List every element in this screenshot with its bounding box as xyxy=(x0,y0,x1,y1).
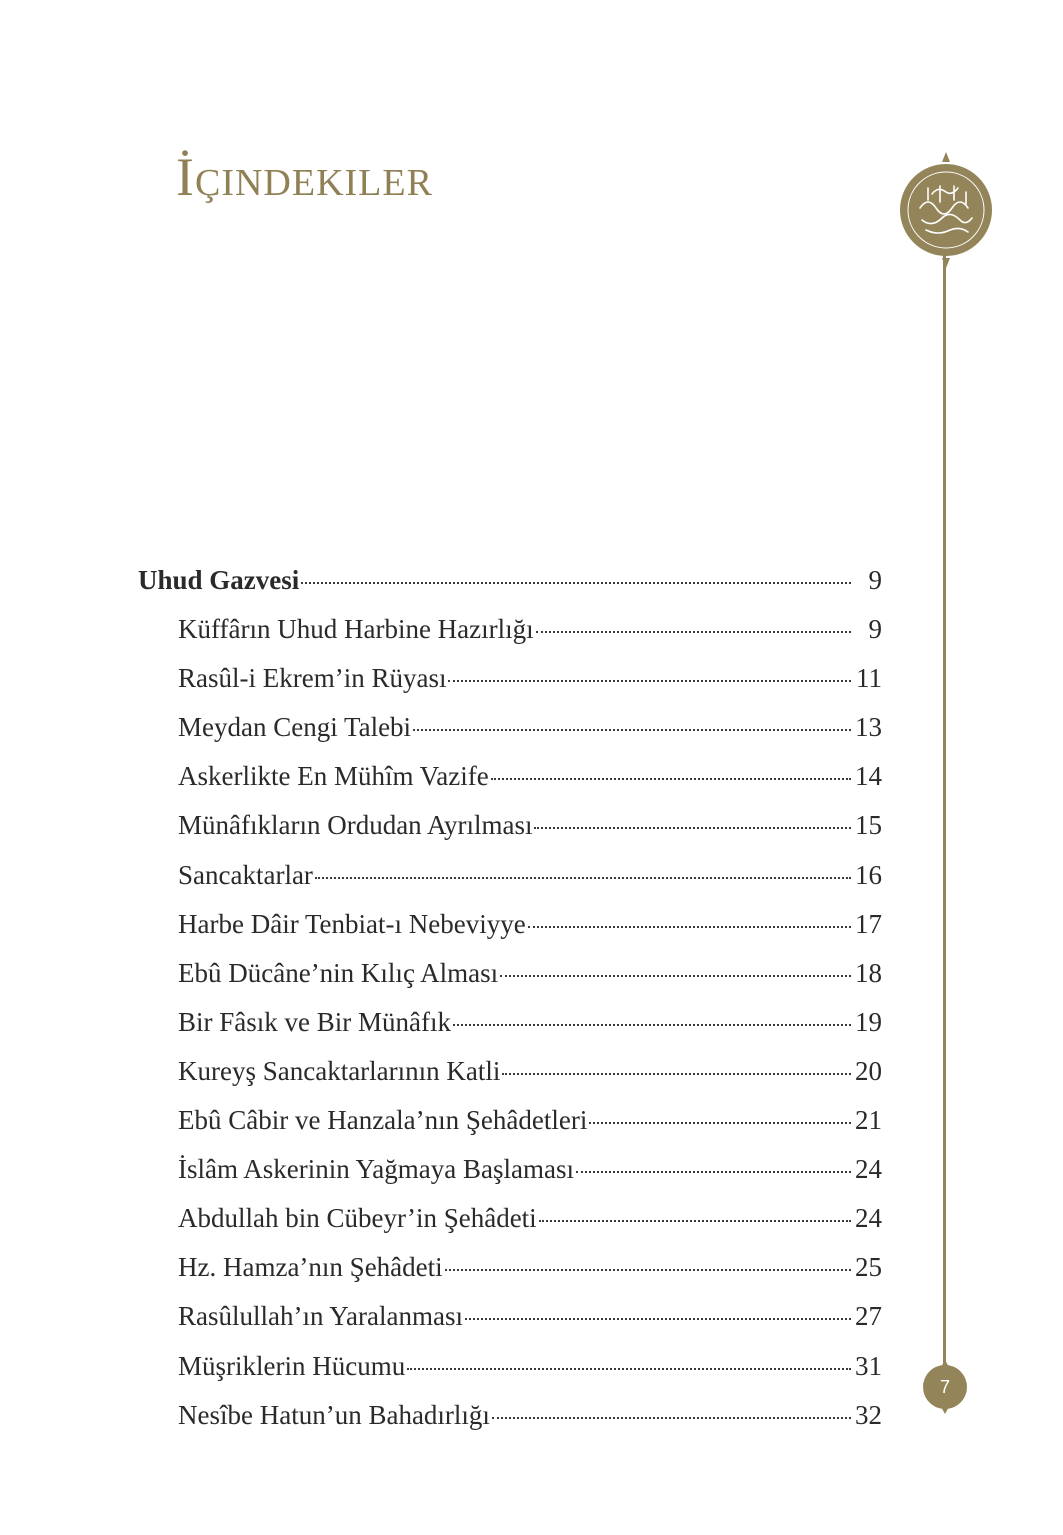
toc-entry-page: 19 xyxy=(855,1006,882,1037)
dot-leader xyxy=(536,631,851,633)
toc-entry-label: Ebû Câbir ve Hanzala’nın Şehâdetleri xyxy=(178,1105,588,1136)
toc-entry-page: 15 xyxy=(855,810,882,841)
toc-entry-label: Müşriklerin Hücumu xyxy=(178,1350,406,1381)
toc-entry-page: 11 xyxy=(856,663,882,694)
toc-entry[interactable] xyxy=(138,1342,882,1391)
page-title: İçindekiler xyxy=(176,147,433,207)
toc-entry[interactable] xyxy=(138,1194,882,1243)
toc-entry-page: 31 xyxy=(855,1350,882,1381)
toc-entry-label: Abdullah bin Cübeyr’in Şehâdeti xyxy=(178,1203,537,1234)
toc-entry[interactable] xyxy=(138,1292,882,1341)
dot-leader xyxy=(502,1073,851,1075)
toc-entry-page: 24 xyxy=(855,1154,882,1185)
toc-entry-page: 17 xyxy=(855,908,882,939)
dot-leader xyxy=(492,1417,851,1419)
dot-leader xyxy=(500,975,851,977)
toc-entry-label: Münâfıkların Ordudan Ayrılması xyxy=(178,810,533,841)
toc-entry[interactable] xyxy=(138,900,882,949)
toc-entry[interactable] xyxy=(138,654,882,703)
toc-entry-page: 18 xyxy=(855,957,882,988)
toc-entry[interactable] xyxy=(138,1096,882,1145)
table-of-contents xyxy=(138,556,882,1440)
toc-entry-label: Meydan Cengi Talebi xyxy=(178,712,412,743)
toc-entry-label: Rasûl-i Ekrem’in Rüyası xyxy=(178,663,447,694)
toc-entry[interactable] xyxy=(138,851,882,900)
toc-entry-page: 13 xyxy=(855,712,882,743)
dot-leader xyxy=(453,1024,851,1026)
toc-entry-label: Bir Fâsık ve Bir Münâfık xyxy=(178,1006,451,1037)
toc-entry-page: 24 xyxy=(855,1203,882,1234)
toc-entry-label: Uhud Gazvesi xyxy=(138,565,300,595)
toc-entry[interactable] xyxy=(138,1047,882,1096)
toc-entry-page: 21 xyxy=(855,1105,882,1136)
toc-entry-label: Hz. Hamza’nın Şehâdeti xyxy=(178,1252,443,1283)
calligraphy-medallion-icon xyxy=(892,150,1000,270)
dot-leader xyxy=(448,680,851,682)
toc-entry[interactable] xyxy=(138,998,882,1047)
toc-entry[interactable] xyxy=(138,1391,882,1440)
toc-entry-label: Sancaktarlar xyxy=(178,859,313,890)
dot-leader xyxy=(301,582,851,584)
toc-entry-page: 9 xyxy=(868,565,882,595)
toc-entry-page: 27 xyxy=(855,1301,882,1332)
toc-entry-label: Kureyş Sancaktarlarının Katli xyxy=(178,1055,501,1086)
toc-entry-page: 14 xyxy=(855,761,882,792)
toc-entry[interactable] xyxy=(138,801,882,850)
dot-leader xyxy=(407,1368,851,1370)
toc-entry-page: 25 xyxy=(855,1252,882,1283)
toc-entry-page: 32 xyxy=(855,1399,882,1430)
toc-entry[interactable] xyxy=(138,752,882,801)
dot-leader xyxy=(315,877,851,879)
toc-entry[interactable] xyxy=(138,1243,882,1292)
page-number: 7 xyxy=(939,1377,950,1397)
toc-entry-page: 20 xyxy=(855,1055,882,1086)
dot-leader xyxy=(445,1269,851,1271)
dot-leader xyxy=(539,1220,851,1222)
dot-leader xyxy=(589,1122,851,1124)
toc-entry[interactable] xyxy=(138,605,882,654)
toc-entry-label: Nesîbe Hatun’un Bahadırlığı xyxy=(178,1399,490,1430)
toc-entry-label: Askerlikte En Mühîm Vazife xyxy=(178,761,489,792)
toc-entry-label: Harbe Dâir Tenbiat-ı Nebeviyye xyxy=(178,908,526,939)
dot-leader xyxy=(413,729,851,731)
dot-leader xyxy=(465,1318,851,1320)
dot-leader xyxy=(491,778,851,780)
toc-entry[interactable] xyxy=(138,703,882,752)
toc-entry-page: 16 xyxy=(855,859,882,890)
dot-leader xyxy=(534,827,851,829)
toc-entry-label: Ebû Dücâne’nin Kılıç Alması xyxy=(178,957,499,988)
toc-entry-page: 9 xyxy=(868,614,882,645)
toc-entry-label: Küffârın Uhud Harbine Hazırlığı xyxy=(178,614,534,645)
toc-entry-label: İslâm Askerinin Yağmaya Başlaması xyxy=(178,1154,574,1185)
toc-entry-label: Rasûlullah’ın Yaralanması xyxy=(178,1301,463,1332)
toc-entry[interactable] xyxy=(138,949,882,998)
toc-section-entry[interactable] xyxy=(138,556,882,605)
dot-leader xyxy=(528,926,851,928)
dot-leader xyxy=(576,1171,851,1173)
toc-entry[interactable] xyxy=(138,1145,882,1194)
vertical-rule xyxy=(943,255,946,1383)
